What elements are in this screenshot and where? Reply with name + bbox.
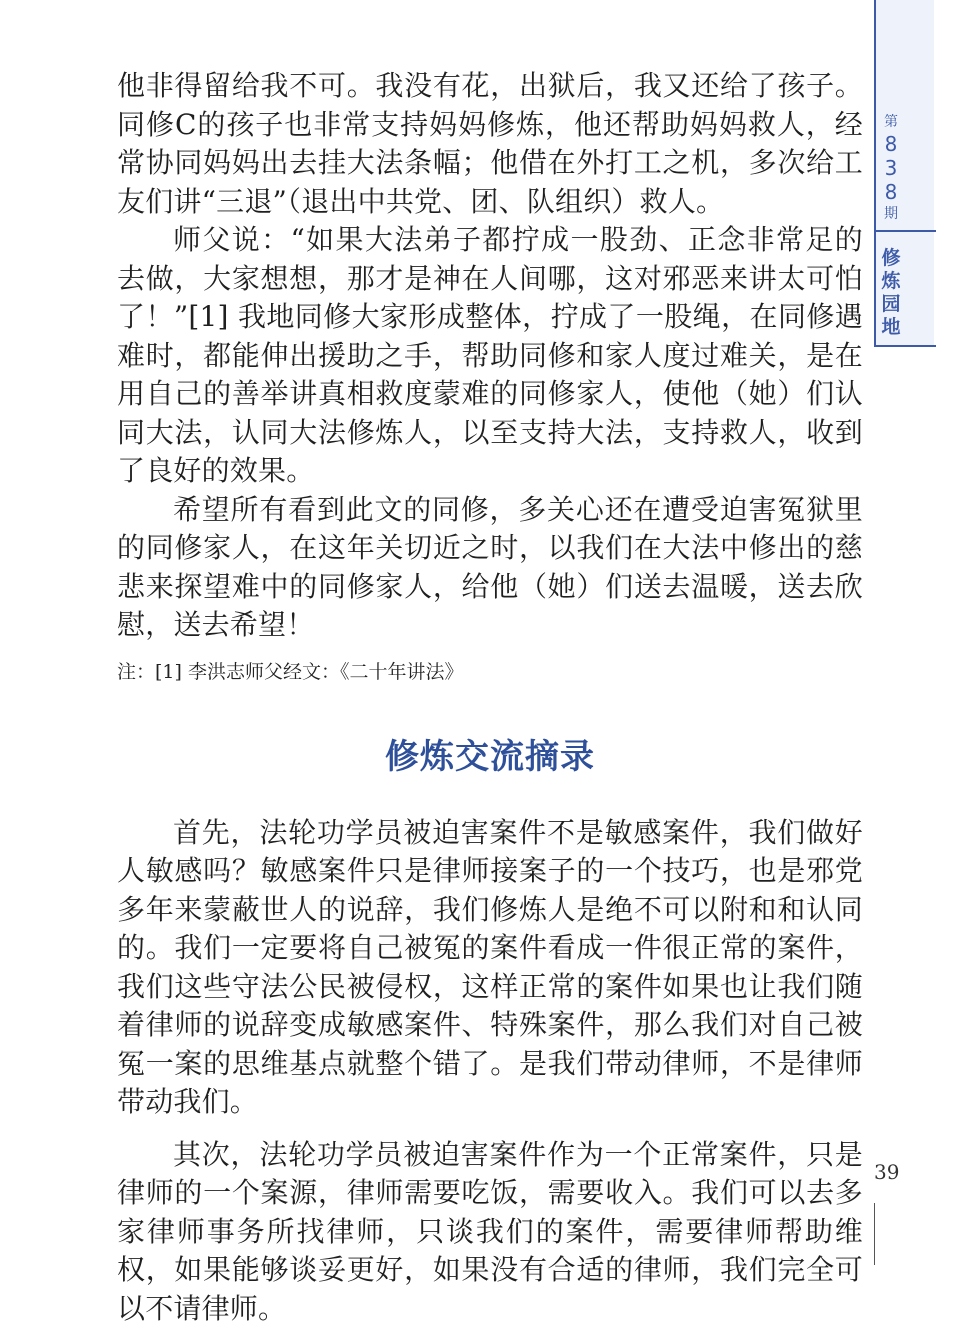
bottom-rule bbox=[874, 1203, 875, 1265]
text-column bbox=[117, 67, 863, 1328]
section-paragraph-2: 其次，法轮功学员被迫害案件作为一个正常案件，只是律师的一个案源，律师需要吃饭，需要收入。我们可以去多家律师事务所找律师，只谈我们的案件，需要律师帮助维权，如果能够谈妥更好，如果没有合适的律师，我们完全可以不请律师。 bbox=[117, 1136, 863, 1328]
article-paragraph-3: 希望所有看到此文的同修，多关心还在遭受迫害冤狱里的同修家人，在这年关切近之时，以我们在大法中修出的慈悲来探望难中的同修家人，给他（她）们送去温暖，送去欣慰，送去希望！ bbox=[117, 491, 863, 645]
page-number: 39 bbox=[874, 1160, 914, 1184]
article-paragraph-1: 他非得留给我不可。我没有花，出狱后，我又还给了孩子。同修C的孩子也非常支持妈妈修炼，他还帮助妈妈救人，经常协同妈妈出去挂大法条幅；他借在外打工之机，多次给工友们讲“三退”（退出中共党、团、队组织）救人。 bbox=[117, 67, 863, 221]
section-paragraph-1: 首先，法轮功学员被迫害案件不是敏感案件，我们做好人敏感吗？敏感案件只是律师接案子的一个技巧，也是邪党多年来蒙蔽世人的说辞，我们修炼人是绝不可以附和和认同的。我们一定要将自己被冤的案件看成一件很正常的案件，我们这些守法公民被侵权，这样正常的案件如果也让我们随着律师的说辞变成敏感案件、特殊案件，那么我们对自己被冤一案的思维基点就整个错了。是我们带动律师，不是律师带动我们。 bbox=[117, 814, 863, 1122]
paragraph-gap bbox=[117, 1122, 863, 1136]
column-name-char: 修 bbox=[874, 247, 908, 270]
column-name bbox=[874, 247, 908, 339]
issue-suffix: 期 bbox=[874, 204, 908, 224]
issue-number bbox=[874, 112, 908, 224]
section-title: 修炼交流摘录 bbox=[117, 729, 863, 778]
issue-digit: 3 bbox=[874, 156, 908, 180]
issue-prefix: 第 bbox=[874, 112, 908, 132]
issue-digit: 8 bbox=[874, 180, 908, 204]
sidebar bbox=[874, 0, 978, 1265]
article-paragraph-2: 师父说：“如果大法弟子都拧成一股劲、正念非常足的去做，大家想想，那才是神在人间哪，这对邪恶来讲太可怕了！”[1] 我地同修大家形成整体，拧成了一股绳，在同修遇难时，都能伸出援助之手，帮助同修和家人度过难关，是在用自己的善举讲真相救度蒙难的同修家人，使他（她）们认同大法，认同大法修炼人，以至支持大法，支持救人，收到了良好的效果。 bbox=[117, 221, 863, 491]
issue-digit: 8 bbox=[874, 132, 908, 156]
sidebar-divider-2 bbox=[874, 345, 936, 347]
column-name-char: 地 bbox=[874, 316, 908, 339]
column-name-char: 园 bbox=[874, 293, 908, 316]
footnote: 注：[1] 李洪志师父经文：《二十年讲法》 bbox=[117, 657, 863, 687]
sidebar-divider-1 bbox=[874, 230, 936, 232]
column-name-char: 炼 bbox=[874, 270, 908, 293]
